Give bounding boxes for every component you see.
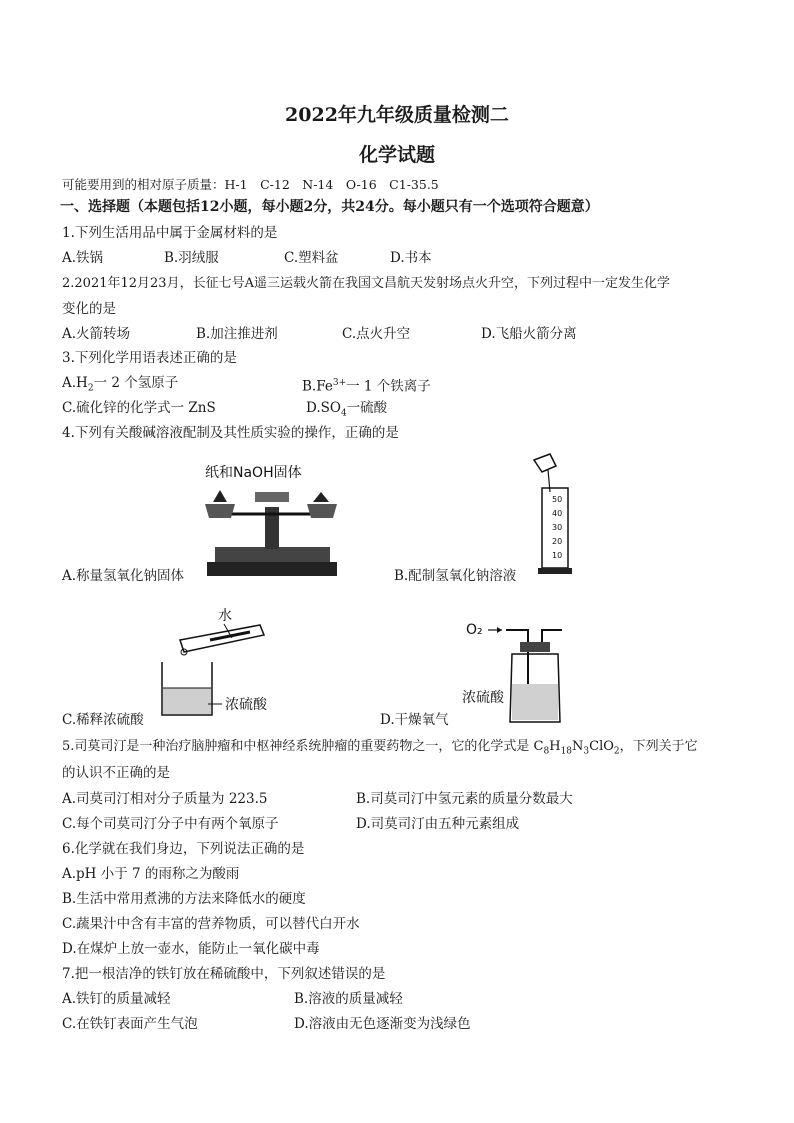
- q3d-pre: D.SO: [306, 400, 341, 416]
- question-1-option-a: A.铁锅: [62, 250, 104, 266]
- question-4-option-b: B.配制氢氧化钠溶液: [394, 568, 517, 584]
- figure-d-drying: [462, 610, 602, 730]
- question-5-option-d: D.司莫司汀由五种元素组成: [356, 816, 520, 832]
- question-2-option-c: C.点火升空: [342, 326, 411, 342]
- q3b-post: 一 1 个铁离子: [346, 378, 431, 395]
- question-6-option-d: D.在煤炉上放一壶水，能防止一氧化碳中毒: [62, 941, 320, 957]
- question-7-option-a: A.铁钉的质量减轻: [62, 991, 171, 1007]
- q5-o-sub: 2: [613, 746, 620, 757]
- question-7-option-c: C.在铁钉表面产生气泡: [62, 1016, 198, 1032]
- question-2-option-b: B.加注推进剂: [196, 326, 278, 342]
- question-6-option-a: A.pH 小于 7 的雨称之为酸雨: [62, 866, 240, 882]
- tick-10: 10: [552, 551, 563, 560]
- question-7-stem: 7.把一根洁净的铁钉放在稀硫酸中，下列叙述错误的是: [62, 966, 386, 982]
- question-7-option-d: D.溶液由无色逐渐变为浅绿色: [294, 1016, 471, 1032]
- q5-n: N: [572, 739, 584, 754]
- figure-a-balance: [195, 462, 355, 587]
- question-6-option-c: C.蔬果汁中含有丰富的营养物质，可以替代白开水: [62, 916, 360, 932]
- tick-20: 20: [552, 537, 563, 546]
- question-5-stem-line1: [62, 738, 698, 761]
- q5-post: ，下列关于它: [619, 739, 698, 754]
- question-6-stem: 6.化学就在我们身边，下列说法正确的是: [62, 841, 305, 857]
- figure-b-cylinder: [528, 452, 578, 577]
- exam-subtitle: 化学试题: [358, 144, 435, 166]
- q5-h: H: [549, 739, 561, 754]
- question-4-option-c: C.稀释浓硫酸: [62, 712, 144, 728]
- question-1-option-b: B.羽绒服: [164, 250, 219, 266]
- question-3-option-d: [306, 399, 387, 423]
- figure-a-label: 纸和NaOH固体: [205, 465, 302, 481]
- question-3-stem: 3.下列化学用语表述正确的是: [62, 350, 237, 366]
- q3b-pre: B.Fe: [302, 378, 333, 395]
- question-4-option-d: D.干燥氧气: [380, 712, 449, 728]
- q3d-post: 一硫酸: [346, 400, 388, 416]
- question-6-option-b: B.生活中常用煮沸的方法来降低水的硬度: [62, 891, 306, 907]
- q5-n-sub: 3: [583, 746, 590, 757]
- section-heading: 一、选择题（本题包括12小题，每小题2分，共24分。每小题只有一个选项符合题意）: [60, 199, 599, 215]
- q3a-pre: A.H: [62, 375, 88, 391]
- question-5-stem-line2: 的认识不正确的是: [62, 765, 170, 781]
- question-1-option-d: D.书本: [390, 250, 432, 266]
- q3a-post: 一 2 个氢原子: [93, 375, 179, 391]
- q5-h-sub: 18: [560, 746, 573, 757]
- figure-c-acid-label: 浓硫酸: [225, 697, 267, 713]
- question-1-stem: 1.下列生活用品中属于金属材料的是: [62, 225, 278, 241]
- question-3-option-b: [302, 374, 431, 396]
- tick-40: 40: [552, 509, 563, 518]
- q5-c-sub: 8: [543, 746, 550, 757]
- figure-b-ticks: [552, 495, 562, 560]
- question-2-stem-line1: 2.2021年12月23月，长征七号A遥三运载火箭在我国文昌航天发射场点火升空，下列过程中一定发生化学: [62, 276, 670, 291]
- question-3-option-c: C.硫化锌的化学式一 ZnS: [62, 400, 216, 416]
- question-7-option-b: B.溶液的质量减轻: [294, 991, 403, 1007]
- q3b-sup: 3+: [332, 378, 347, 388]
- question-2-option-a: A.火箭转场: [62, 326, 131, 342]
- tick-30: 30: [552, 523, 563, 532]
- question-1-option-c: C.塑料盆: [284, 250, 339, 266]
- atomic-masses: 可能要用到的相对原子质量：H-1 C-12 N-14 O-16 C1-35.5: [62, 177, 439, 192]
- q3d-sub: 4: [340, 408, 347, 419]
- question-4-stem: 4.下列有关酸碱溶液配制及其性质实验的操作，正确的是: [62, 425, 399, 441]
- q5-clo: ClO: [589, 739, 614, 754]
- question-3-option-a: [62, 374, 178, 398]
- q5-pre: 5.司莫司汀是一种治疗脑肿瘤和中枢神经系统肿瘤的重要药物之一，它的化学式是 C: [62, 739, 544, 754]
- question-2-option-d: D.飞船火箭分离: [481, 326, 577, 342]
- tick-50: 50: [552, 495, 563, 504]
- figure-d-acid-label: 浓硫酸: [462, 690, 504, 706]
- question-4-option-a: A.称量氢氧化钠固体: [62, 568, 185, 584]
- question-2-stem-line2: 变化的是: [62, 301, 116, 317]
- q3a-sub: 2: [87, 383, 94, 394]
- figure-c-water-label: 水: [218, 608, 232, 624]
- figure-d-o2-label: O₂: [466, 622, 483, 638]
- figure-c-dilution: [150, 600, 310, 720]
- question-5-option-c: C.每个司莫司汀分子中有两个氧原子: [62, 816, 279, 832]
- question-5-option-b: B.司莫司汀中氢元素的质量分数最大: [356, 791, 573, 807]
- question-5-option-a: A.司莫司汀相对分子质量为 223.5: [62, 791, 268, 807]
- exam-title: 2022年九年级质量检测二: [285, 104, 509, 126]
